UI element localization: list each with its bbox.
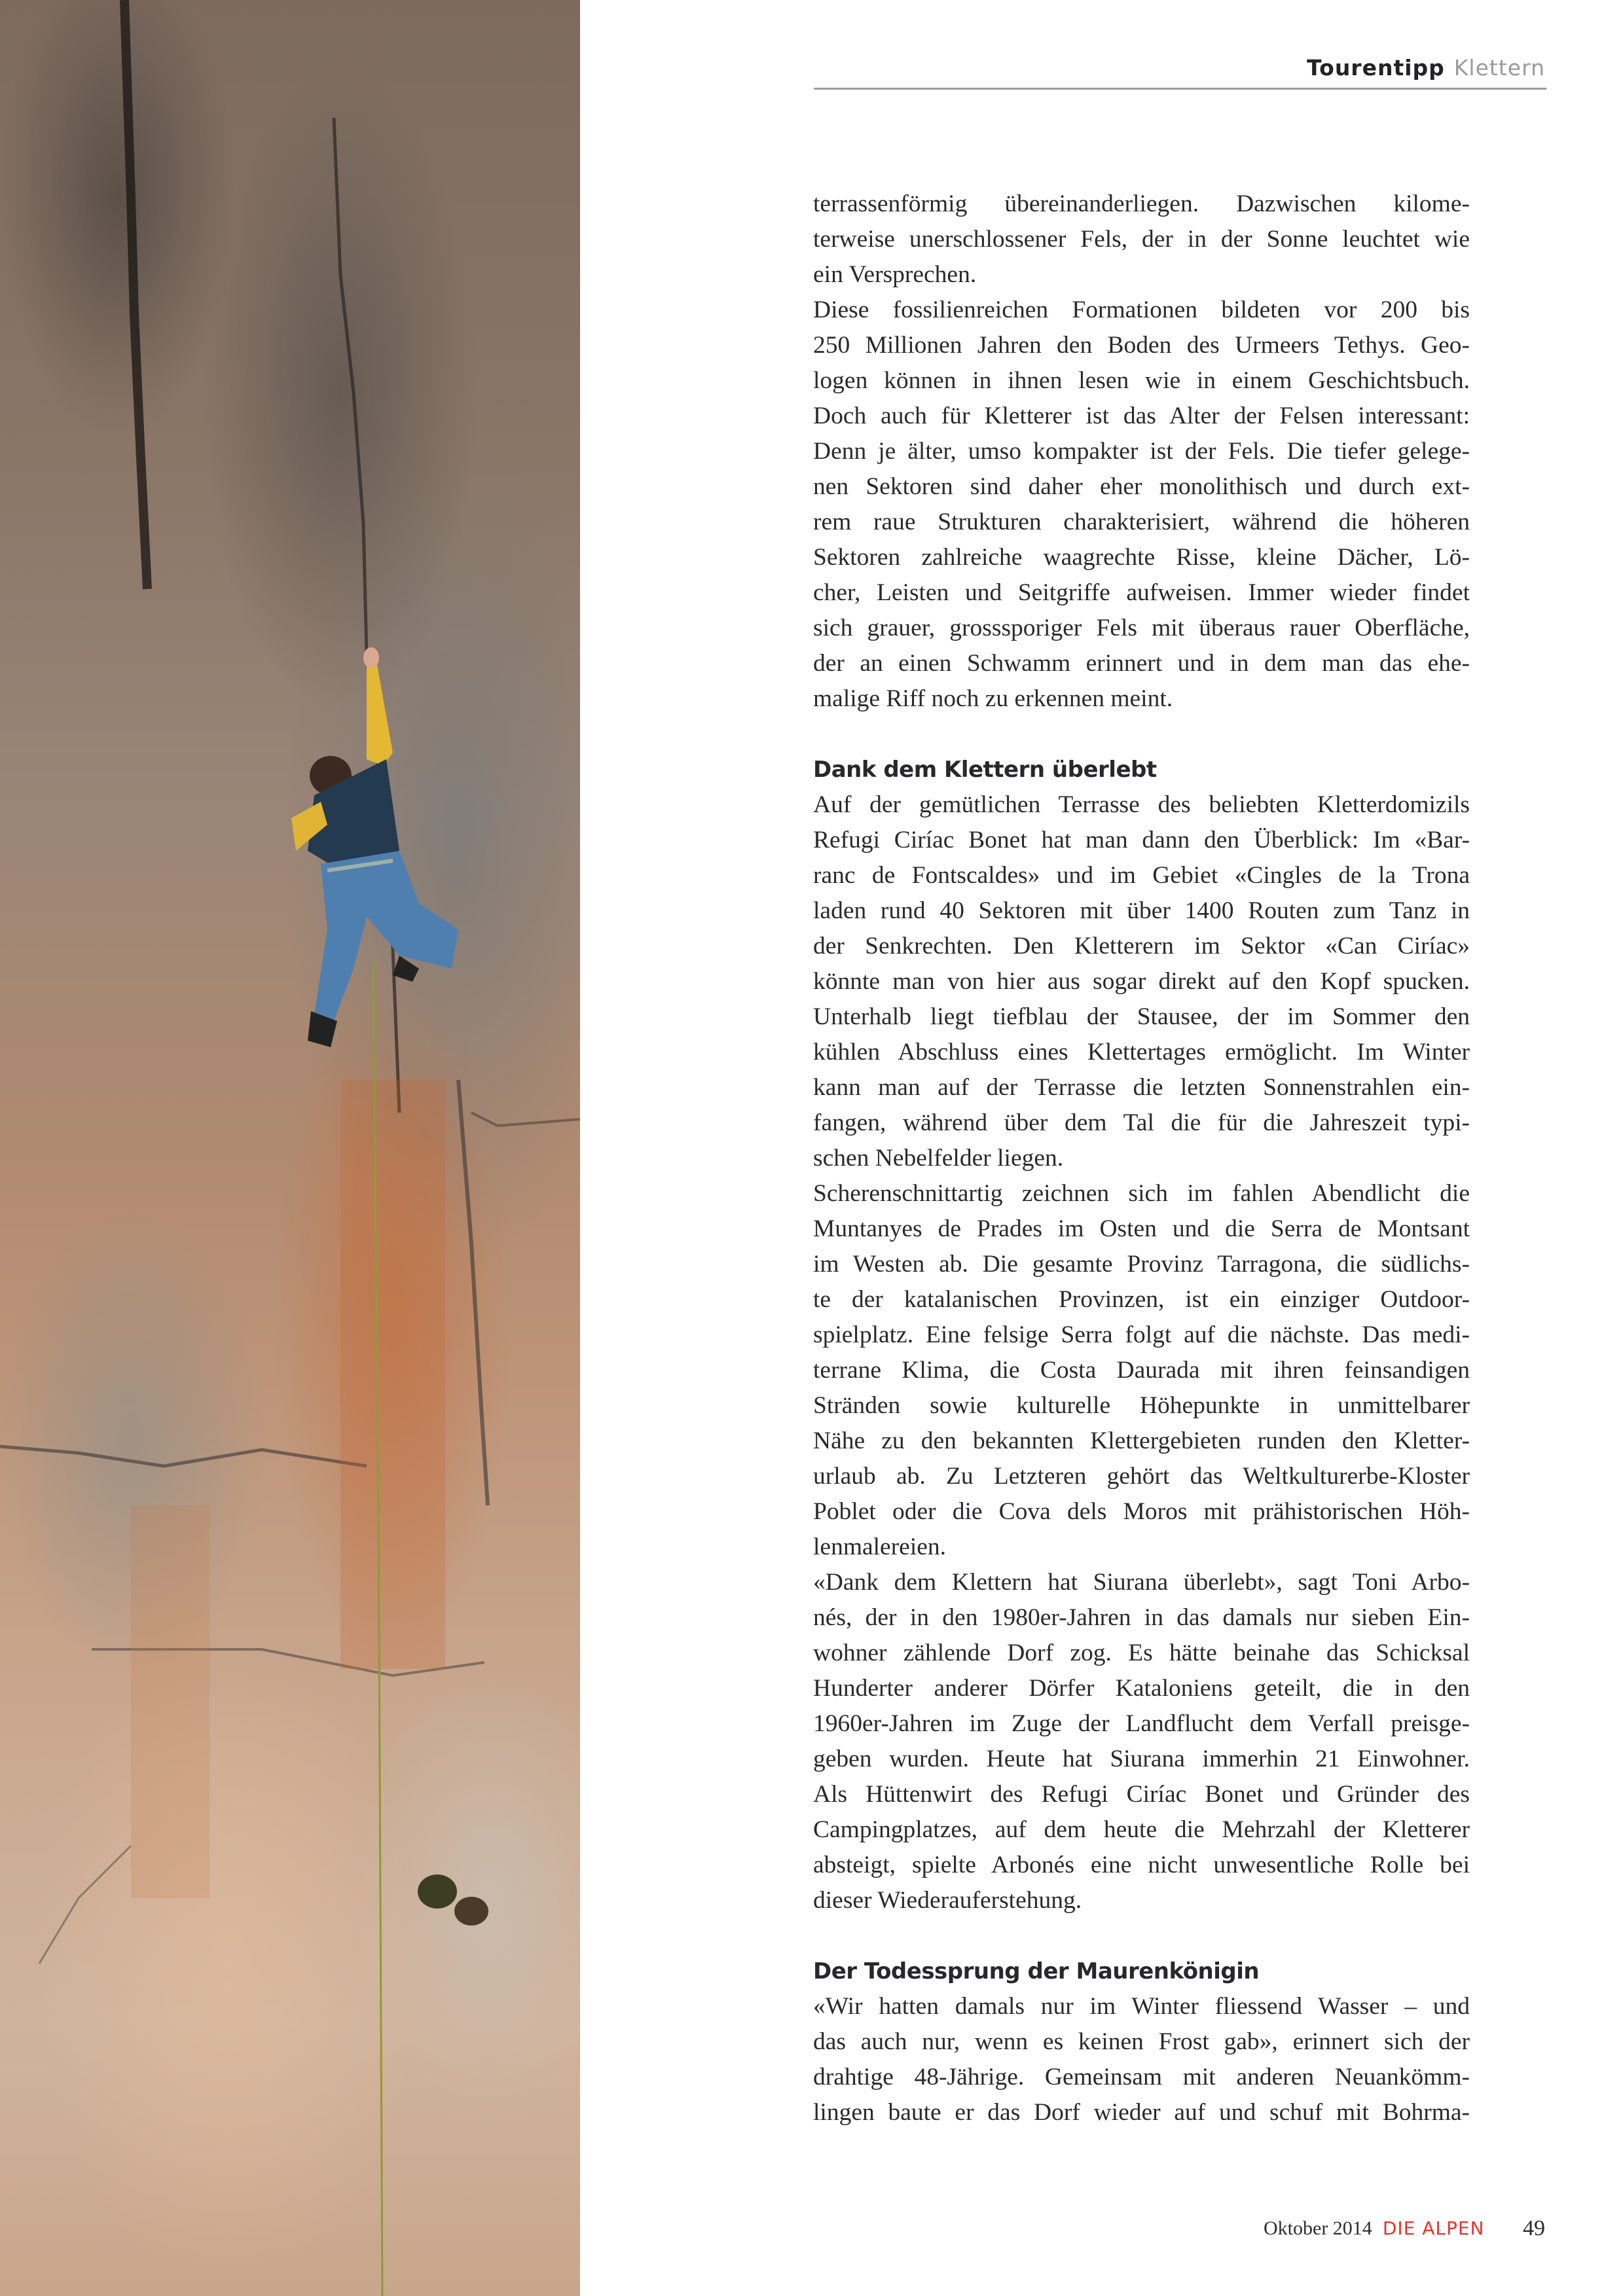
text-line: Nähe zu den bekannten Klettergebieten runden den Kletter- bbox=[813, 1427, 1470, 1454]
text-line: urlaub ab. Zu Letzteren gehört das Weltkulturerbe-Kloster bbox=[813, 1463, 1470, 1490]
text-line: nen Sektoren sind daher eher monolithisch und durch ext- bbox=[813, 473, 1470, 500]
section-heading: Der Todessprung der Maurenkönigin bbox=[813, 1958, 1260, 1984]
text-line: nés, der in den 1980er-Jahren in das damals nur sieben Ein- bbox=[813, 1604, 1470, 1631]
text-line: terrassenförmig übereinanderliegen. Dazwischen kilome- bbox=[813, 190, 1470, 217]
running-head-topic: Klettern bbox=[1453, 55, 1545, 81]
text-line: könnte man von hier aus sogar direkt auf den Kopf spucken. bbox=[813, 968, 1470, 995]
text-line: malige Riff noch zu erkennen meint. bbox=[813, 685, 1173, 712]
text-line: Campingplatzes, auf dem heute die Mehrzahl der Kletterer bbox=[813, 1816, 1470, 1843]
text-line: lenmalereien. bbox=[813, 1534, 947, 1560]
text-line: cher, Leisten und Seitgriffe aufweisen. Immer wieder findet bbox=[813, 579, 1470, 606]
text-line: kann man auf der Terrasse die letzten Sonnenstrahlen ein- bbox=[813, 1074, 1470, 1101]
text-line: Als Hüttenwirt des Refugi Ciríac Bonet und Gründer des bbox=[813, 1781, 1470, 1808]
text-line: sich grauer, grosssporiger Fels mit überaus rauer Oberfläche, bbox=[813, 615, 1470, 641]
text-line: Auf der gemütlichen Terrasse des beliebten Kletterdomizils bbox=[813, 791, 1470, 818]
text-line: wohner zählende Dorf zog. Es hätte beinahe das Schicksal bbox=[813, 1640, 1470, 1666]
text-line: geben wurden. Heute hat Siurana immerhin 21 Einwohner. bbox=[813, 1746, 1470, 1772]
text-line: «Dank dem Klettern hat Siurana überlebt», sagt Toni Arbo- bbox=[813, 1569, 1470, 1596]
text-line: Refugi Ciríac Bonet hat man dann den Überblick: Im «Bar- bbox=[813, 827, 1470, 853]
magazine-brand: DIE ALPEN bbox=[1382, 2217, 1485, 2239]
header-rule bbox=[814, 88, 1546, 90]
climber-figure bbox=[291, 647, 458, 1047]
text-line: Poblet oder die Cova dels Moros mit prähistorischen Höh- bbox=[813, 1498, 1470, 1525]
text-line: «Wir hatten damals nur im Winter fliessend Wasser – und bbox=[813, 1993, 1470, 2020]
text-line: spielplatz. Eine felsige Serra folgt auf die nächste. Das medi- bbox=[813, 1321, 1470, 1348]
text-line: Sektoren zahlreiche waagrechte Risse, kleine Dächer, Lö- bbox=[813, 544, 1470, 571]
text-line: rem raue Strukturen charakterisiert, während die höheren bbox=[813, 509, 1470, 535]
text-line: fangen, während über dem Tal die für die Jahreszeit typi- bbox=[813, 1109, 1470, 1136]
running-head bbox=[1307, 55, 1545, 81]
text-line: Stränden sowie kulturelle Höhepunkte in unmittelbarer bbox=[813, 1392, 1470, 1419]
climbing-photo bbox=[0, 0, 580, 2296]
text-line: Hunderter anderer Dörfer Kataloniens geteilt, die in den bbox=[813, 1675, 1470, 1702]
text-line: te der katalanischen Provinzen, ist ein einziger Outdoor- bbox=[813, 1286, 1470, 1313]
text-line: lingen baute er das Dorf wieder auf und schuf mit Bohrma- bbox=[813, 2099, 1470, 2126]
text-line: ein Versprechen. bbox=[813, 261, 977, 288]
text-line: im Westen ab. Die gesamte Provinz Tarragona, die südlichs- bbox=[813, 1251, 1470, 1278]
text-line: laden rund 40 Sektoren mit über 1400 Routen zum Tanz in bbox=[813, 897, 1470, 924]
text-line: terrane Klima, die Costa Daurada mit ihren feinsandigen bbox=[813, 1357, 1470, 1384]
text-line: 1960er-Jahren im Zuge der Landflucht dem Verfall preisge- bbox=[813, 1710, 1470, 1737]
text-line: terweise unerschlossener Fels, der in der Sonne leuchtet wie bbox=[813, 226, 1470, 253]
section-gap bbox=[813, 717, 1470, 752]
page-footer bbox=[1264, 2212, 1485, 2245]
section-body bbox=[813, 787, 1470, 1918]
intro-paragraphs bbox=[813, 187, 1470, 717]
text-line: Diese fossilienreichen Formationen bildeten vor 200 bis bbox=[813, 296, 1470, 323]
rock-face-illustration bbox=[0, 0, 580, 2296]
text-line: Denn je älter, umso kompakter ist der Fels. Die tiefer gelege- bbox=[813, 438, 1470, 465]
text-line: 250 Millionen Jahren den Boden des Urmeers Tethys. Geo- bbox=[813, 332, 1470, 359]
text-line: schen Nebelfelder liegen. bbox=[813, 1145, 1064, 1172]
text-line: drahtige 48-Jährige. Gemeinsam mit anderen Neuankömm- bbox=[813, 2064, 1470, 2090]
text-line: Muntanyes de Prades im Osten und die Serra de Montsant bbox=[813, 1215, 1470, 1242]
text-line: das auch nur, wenn es keinen Frost gab», erinnert sich der bbox=[813, 2028, 1470, 2055]
text-line: Scherenschnittartig zeichnen sich im fahlen Abendlicht die bbox=[813, 1180, 1470, 1207]
text-line: dieser Wiederauferstehung. bbox=[813, 1887, 1082, 1914]
section-gap bbox=[813, 1918, 1470, 1954]
text-line: der Senkrechten. Den Kletterern im Sektor «Can Ciríac» bbox=[813, 933, 1470, 960]
text-line: kühlen Abschluss eines Klettertages ermöglicht. Im Winter bbox=[813, 1039, 1470, 1066]
issue-date: Oktober 2014 bbox=[1264, 2217, 1372, 2239]
text-line: Doch auch für Kletterer ist das Alter der Felsen interessant: bbox=[813, 403, 1470, 429]
section-body bbox=[813, 1989, 1470, 2130]
page-number: 49 bbox=[1523, 2216, 1545, 2240]
text-line: absteigt, spielte Arbonés eine nicht unwesentliche Rolle bei bbox=[813, 1852, 1470, 1878]
text-line: der an einen Schwamm erinnert und in dem man das ehe- bbox=[813, 650, 1470, 677]
article-column bbox=[813, 187, 1470, 2130]
text-line: Unterhalb liegt tiefblau der Stausee, der im Sommer den bbox=[813, 1003, 1470, 1030]
section-heading: Dank dem Klettern überlebt bbox=[813, 757, 1157, 783]
text-line: logen können in ihnen lesen wie in einem Geschichtsbuch. bbox=[813, 367, 1470, 394]
text-line: ranc de Fontscaldes» und im Gebiet «Cingles de la Trona bbox=[813, 862, 1470, 889]
running-head-section: Tourentipp bbox=[1307, 55, 1445, 81]
